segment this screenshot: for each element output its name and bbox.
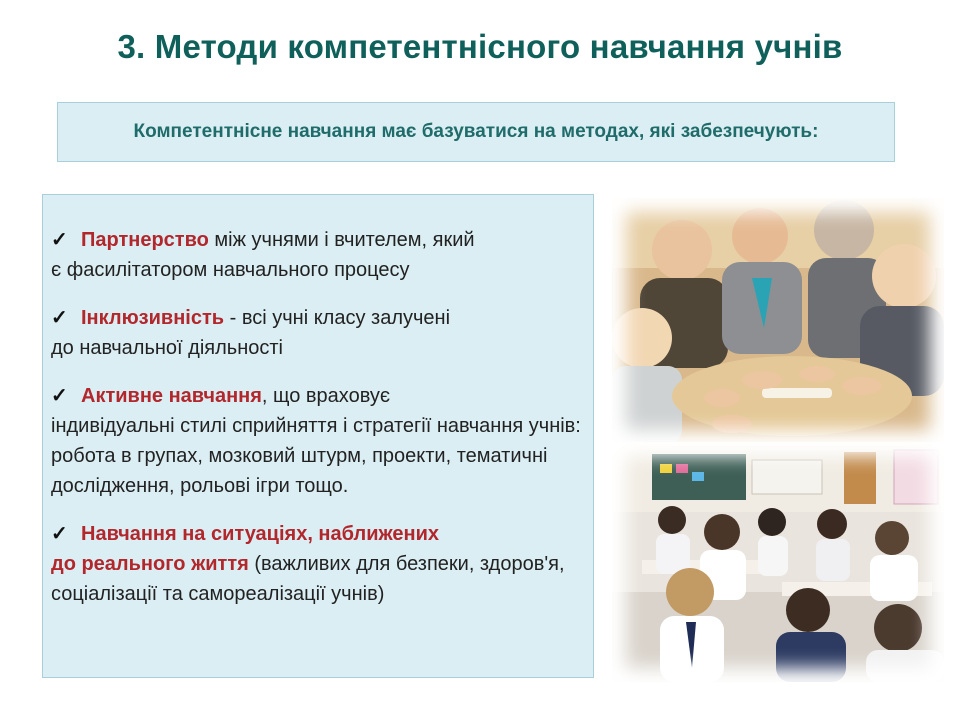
item-text-line2: є фасилітатором навчального процесу bbox=[51, 259, 410, 281]
methods-list bbox=[42, 194, 594, 678]
item-text-line1: - всі учні класу залучені bbox=[224, 307, 451, 329]
classroom-students-photo bbox=[612, 442, 944, 682]
item-text-rest: (важливих для безпеки, здоров'я, соціалізації та самореалізації учнів) bbox=[51, 553, 565, 605]
term-partnership: Партнерство bbox=[81, 229, 209, 251]
slide-title: 3. Методи компетентнісного навчання учнів bbox=[117, 28, 843, 65]
checkmark-icon: ✓ bbox=[51, 523, 68, 545]
item-text-line2: до навчальної діяльності bbox=[51, 337, 283, 359]
item-text-line1: між учнями і вчителем, який bbox=[208, 229, 475, 251]
children-group-activity-photo bbox=[612, 198, 944, 444]
item-text-line2: індивідуальні стилі сприйняття і стратегії навчання учнів: робота в групах, мозковий штурм, проекти, тематичні дослідження, рольові ігри тощо. bbox=[51, 415, 581, 497]
list-item-active-learning bbox=[51, 381, 583, 501]
photo-column bbox=[612, 198, 944, 682]
subtitle-text: Компетентнісне навчання має базуватися на методах, які забезпечують: bbox=[133, 121, 819, 142]
subtitle-box bbox=[57, 102, 895, 162]
list-item-real-life bbox=[51, 519, 583, 609]
list-item-inclusivity bbox=[51, 303, 583, 363]
item-text-line1: , що враховує bbox=[261, 385, 391, 407]
term-active-learning: Активне навчання bbox=[81, 385, 262, 407]
term-real-life-line2: до реального життя bbox=[51, 553, 249, 575]
classroom-students-image bbox=[612, 442, 944, 682]
checkmark-icon: ✓ bbox=[51, 307, 68, 329]
children-group-activity-image bbox=[612, 198, 944, 444]
checkmark-icon: ✓ bbox=[51, 229, 68, 251]
checkmark-icon: ✓ bbox=[51, 385, 68, 407]
list-item-partnership bbox=[51, 225, 583, 285]
term-real-life-line1: Навчання на ситуаціях, наближених bbox=[81, 523, 440, 545]
term-inclusivity: Інклюзивність bbox=[81, 307, 225, 329]
